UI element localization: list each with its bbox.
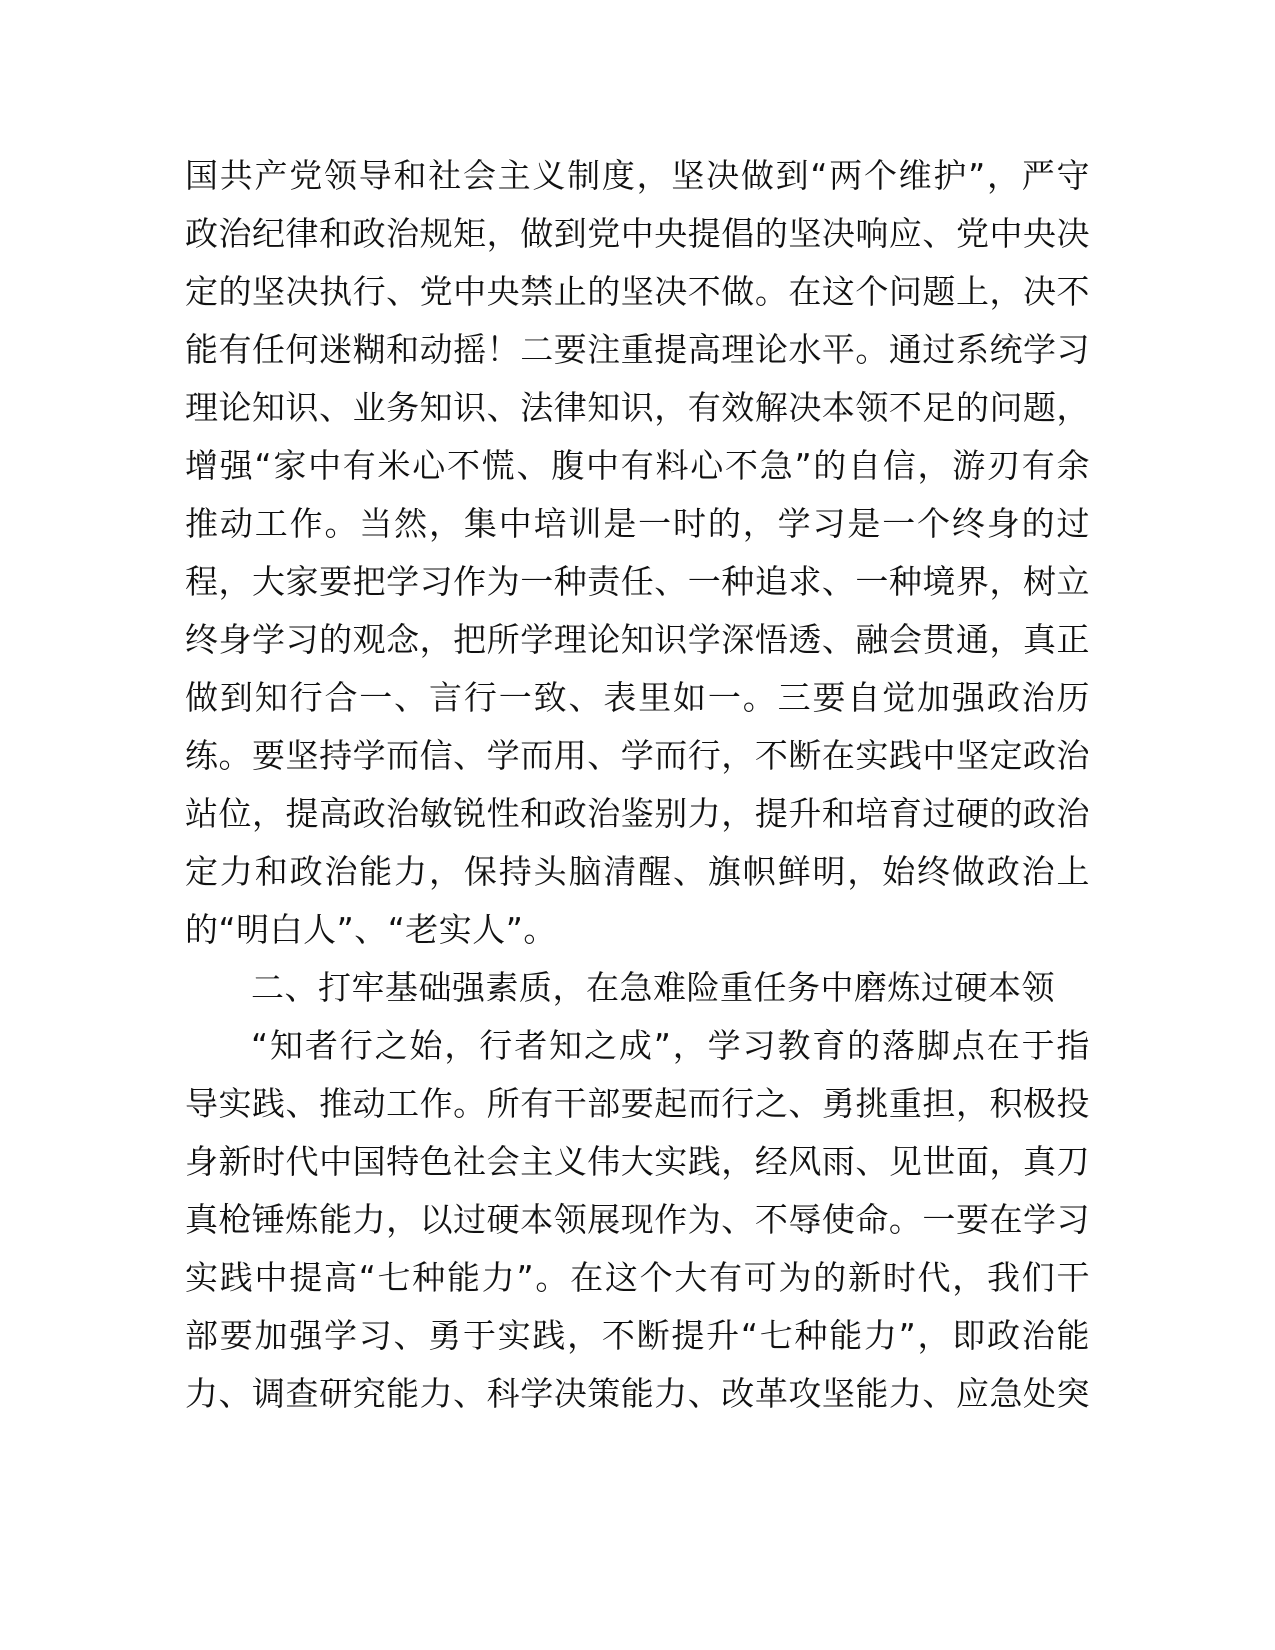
text-line: 站位，提高政治敏锐性和政治鉴别力，提升和培育过硬的政治 bbox=[185, 794, 1090, 833]
text-line: 导实践、推动工作。所有干部要起而行之、勇挑重担，积极投 bbox=[185, 1084, 1090, 1123]
text-line: 政治纪律和政治规矩，做到党中央提倡的坚决响应、党中央决 bbox=[185, 214, 1090, 253]
text-line: 做到知行合一、言行一致、表里如一。三要自觉加强政治历 bbox=[185, 678, 1090, 717]
paragraph-2 bbox=[185, 1017, 1090, 1423]
document-body bbox=[185, 147, 1090, 1423]
text-line: 推动工作。当然，集中培训是一时的，学习是一个终身的过 bbox=[185, 504, 1090, 543]
text-line: 练。要坚持学而信、学而用、学而行，不断在实践中坚定政治 bbox=[185, 736, 1090, 775]
text-line: 实践中提高“七种能力”。在这个大有可为的新时代，我们干 bbox=[185, 1258, 1090, 1297]
text-line: 国共产党领导和社会主义制度，坚决做到“两个维护”，严守 bbox=[185, 156, 1090, 195]
text-line: 力、调查研究能力、科学决策能力、改革攻坚能力、应急处突 bbox=[185, 1374, 1090, 1413]
text-line: 部要加强学习、勇于实践，不断提升“七种能力”，即政治能 bbox=[185, 1316, 1090, 1355]
text-line: 定的坚决执行、党中央禁止的坚决不做。在这个问题上，决不 bbox=[185, 272, 1090, 311]
text-line: 增强“家中有米心不慌、腹中有料心不急”的自信，游刃有余 bbox=[185, 446, 1090, 485]
text-line: 的“明白人”、“老实人”。 bbox=[185, 910, 557, 949]
text-line: 真枪锤炼能力，以过硬本领展现作为、不辱使命。一要在学习 bbox=[185, 1200, 1090, 1239]
text-line: 定力和政治能力，保持头脑清醒、旗帜鲜明，始终做政治上 bbox=[185, 852, 1090, 891]
text-line: 能有任何迷糊和动摇！二要注重提高理论水平。通过系统学习 bbox=[185, 330, 1090, 369]
text-line: 理论知识、业务知识、法律知识，有效解决本领不足的问题， bbox=[185, 388, 1090, 427]
section-heading bbox=[185, 959, 1090, 1017]
text-line: “知者行之始，行者知之成”，学习教育的落脚点在于指 bbox=[251, 1026, 1090, 1065]
text-line: 程，大家要把学习作为一种责任、一种追求、一种境界，树立 bbox=[185, 562, 1090, 601]
text-line: 终身学习的观念，把所学理论知识学深悟透、融会贯通，真正 bbox=[185, 620, 1090, 659]
paragraph-1 bbox=[185, 147, 1090, 959]
text-line: 身新时代中国特色社会主义伟大实践，经风雨、见世面，真刀 bbox=[185, 1142, 1090, 1181]
heading-2: 二、打牢基础强素质，在急难险重任务中磨炼过硬本领 bbox=[251, 968, 1055, 1007]
